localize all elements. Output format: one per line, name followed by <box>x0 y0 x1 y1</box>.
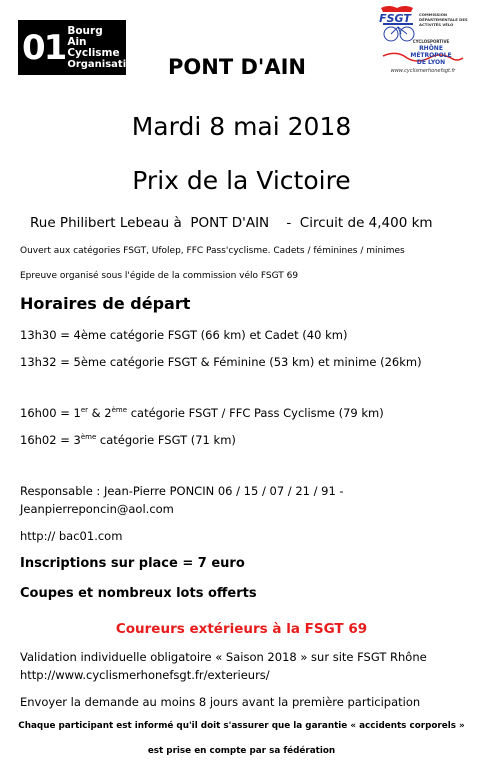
location-line: Rue Philibert Lebeau à PONT D'AIN - Circuit de 4,400 km <box>30 215 433 231</box>
prizes-line: Coupes et nombreux lots offerts <box>20 586 257 601</box>
schedule-3-sup-2: ème <box>111 406 128 414</box>
fsgt-word: FSGT <box>379 12 411 25</box>
logo-words <box>67 26 140 70</box>
logo-line-ain: Ain <box>67 35 87 48</box>
schedule-4-part-b: catégorie FSGT (71 km) <box>96 433 236 447</box>
bac01-logo <box>18 20 141 75</box>
header-title: PONT D'AIN <box>168 55 306 79</box>
website-link[interactable]: http:// bac01.com <box>20 529 123 543</box>
event-date: Mardi 8 mai 2018 <box>131 112 352 141</box>
logo-number: 01 <box>22 27 66 68</box>
metropole-word: MÉTROPOLE <box>410 52 452 59</box>
external-riders-notice: Coureurs extérieurs à la FSGT 69 <box>115 621 368 637</box>
logo-line-organisation: Organisation <box>67 58 141 70</box>
request-line: Envoyer la demande au moins 8 jours avant la première participation <box>20 695 421 709</box>
inscriptions-line: Inscriptions sur place = 7 euro <box>20 556 245 571</box>
schedule-3-part-b: & 2 <box>88 406 112 420</box>
schedule-item-2: 13h32 = 5ème catégorie FSGT & Féminine (53 km) et minime (26km) <box>20 355 422 369</box>
schedule-3-part-c: catégorie FSGT / FFC Pass Cyclisme (79 km) <box>127 406 384 420</box>
commission-text: COMMISSION DÉPARTEMENTALE DES ACTIVITÉS VÉLO <box>419 12 468 27</box>
logo-line-cyclisme: Cyclisme <box>67 46 120 59</box>
rhone-word: RHÔNE <box>419 45 443 52</box>
validation-link[interactable]: http://www.cyclismerhonefsgt.fr/exterieurs/ <box>20 668 270 682</box>
validation-line-1: Validation individuelle obligatoire « Saison 2018 » sur site FSGT Rhône <box>20 650 427 664</box>
event-name: Prix de la Victoire <box>132 166 351 195</box>
cyclo-text: CYCLOSPORTIVE <box>412 39 450 44</box>
organised-line: Epreuve organisé sous l'égide de la commission vélo FSGT 69 <box>20 271 299 281</box>
schedule-3-part-a: 16h00 = 1 <box>20 406 81 420</box>
insurance-line-2: est prise en compte par sa fédération <box>147 746 336 756</box>
categories-line: Ouvert aux catégories FSGT, Ufolep, FFC Pass'cyclisme. Cadets / féminines / minimes <box>20 246 405 256</box>
insurance-line-1: Chaque participant est informé qu'il doit s'assurer que la garantie « accidents corporels » <box>18 721 465 731</box>
de-lyon-word: DE LYON <box>416 59 446 66</box>
schedule-item-1: 13h30 = 4ème catégorie FSGT (66 km) et Cadet (40 km) <box>20 328 348 342</box>
schedule-item-4 <box>20 433 236 447</box>
logo-site: www.cyclismerhonefsgt.fr <box>390 68 456 74</box>
responsable-email[interactable]: Jeanpierreponcin@aol.com <box>20 502 174 516</box>
schedule-4-part-a: 16h02 = 3 <box>20 433 81 447</box>
schedule-3-sup-1: er <box>80 406 89 414</box>
schedule-4-sup: ème <box>80 433 97 441</box>
responsable-line-1: Responsable : Jean-Pierre PONCIN 06 / 15 / 07 / 21 / 91 - <box>20 484 344 498</box>
schedule-title: Horaires de départ <box>20 294 191 313</box>
schedule-item-3 <box>20 406 384 420</box>
fsgt-logo <box>377 4 467 76</box>
rhone-text <box>401 38 461 66</box>
logo-line-bourg: Bourg <box>67 24 103 37</box>
